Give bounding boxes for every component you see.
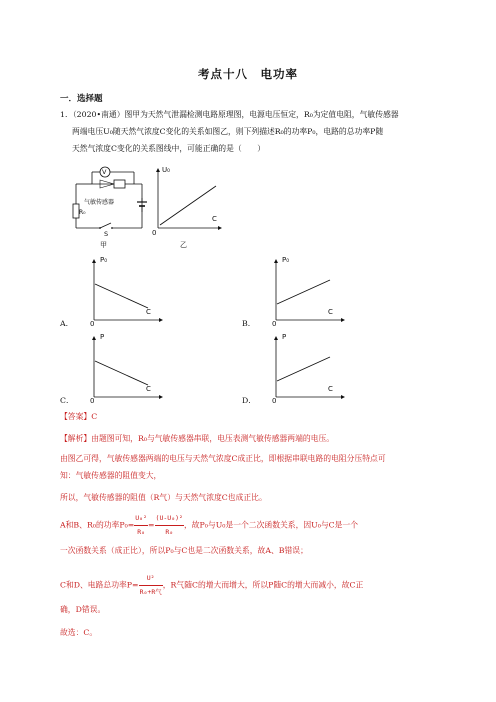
analysis-line-7: C和D、电路总功率P= $\frac{\text{U²}}{\text{R₀+R气}}$ ，R气随C的增大而增大，所以P随C的增大而减小，故C正 <box>60 572 444 599</box>
analysis-line-5: A和B、R₀的功率P₀= $\frac{\text{U₀²}}{\text{R₀}}$ = $\frac{\text{(U-U₀)²}}{\text{R₀}}$ ，故P₀与U₀是一个二次函数关系，因U₀与C是一个 <box>60 512 444 539</box>
answer-value: C <box>91 412 98 421</box>
analysis-line-8: 确，D错误。 <box>60 605 106 614</box>
option-b-ylabel: P₀ <box>282 256 290 264</box>
graph-yi-origin: 0 <box>152 229 157 237</box>
page-title: 考点十八 电功率 <box>198 67 298 81</box>
graph-yi <box>150 168 225 238</box>
option-b-graph <box>268 258 348 328</box>
switch-label: S <box>104 230 109 238</box>
question-number: 1． <box>60 110 73 119</box>
option-d-letter: D． <box>242 396 257 405</box>
option-b-origin: 0 <box>272 320 277 328</box>
gas-sensor <box>114 180 125 188</box>
question-line-1: 1．（2020•南通）图甲为天然气泄漏检测电路原理图，电源电压恒定，R₀为定值电阻，气敏传感器 <box>60 110 399 119</box>
analysis-line-2: 由图乙可得，气敏传感器两端的电压与天然气浓度C成正比，即根据串联电路的电阻分压特点可 <box>60 454 386 463</box>
fraction-u-minus-u0-squared: $\frac{\text{(U-U₀)²}}{\text{R₀}}$ <box>155 514 183 536</box>
option-a-xlabel: C <box>146 308 151 316</box>
option-a-origin: 0 <box>90 320 95 328</box>
option-d-curve <box>277 357 330 381</box>
switch-symbol <box>100 223 111 228</box>
option-d-ylabel: P <box>282 333 287 341</box>
option-c-graph <box>86 335 166 405</box>
fraction-u-squared-over-total-r: $\frac{\text{U²}}{\text{R₀+R气}}$ <box>139 574 162 596</box>
question-line-3: 天然气浓度C变化的关系图线中，可能正确的是（ ） <box>72 144 266 153</box>
graph-yi-xlabel: C <box>212 215 217 223</box>
option-b-xlabel: C <box>328 308 333 316</box>
option-c-xlabel: C <box>146 385 151 393</box>
option-d-graph <box>268 335 348 405</box>
option-c-curve <box>95 361 148 385</box>
analysis-line-9: 故选：C。 <box>60 628 98 637</box>
option-a-letter: A． <box>60 319 74 328</box>
resistor-label: R₀ <box>79 209 86 216</box>
option-d-origin: 0 <box>272 397 277 405</box>
option-b-letter: B． <box>242 319 256 328</box>
figure-caption-jia: 甲 <box>100 241 107 249</box>
voltmeter-label: V <box>102 168 107 176</box>
option-c-ylabel: P <box>100 333 105 341</box>
option-c-letter: C． <box>60 396 74 405</box>
answer-line: 【答案】C <box>60 412 98 421</box>
option-a-graph <box>86 258 166 328</box>
option-b-curve <box>277 280 330 304</box>
sensor-label: 气敏传感器 <box>84 199 115 206</box>
option-a-ylabel: P₀ <box>100 256 108 264</box>
option-c-origin: 0 <box>90 397 95 405</box>
option-a-curve <box>95 284 148 308</box>
analysis-line-3: 知：气敏传感器的阻值变大， <box>60 471 162 480</box>
graph-yi-ylabel: U₀ <box>162 166 170 174</box>
analysis-line-6: 一次函数关系（成正比），所以P₀与C也是二次函数关系，故A、B错误； <box>60 546 308 555</box>
question-line-2: 两端电压U₀随天然气浓度C变化的关系如图乙，则下列描述R₀的功率P₀，电路的总功率P随 <box>72 127 384 136</box>
section-heading: 一．选择题 <box>60 94 103 104</box>
option-d-xlabel: C <box>328 385 333 393</box>
circuit-diagram <box>70 162 160 252</box>
figure-caption-yi: 乙 <box>180 241 187 249</box>
fraction-u0-squared-over-r0: $\frac{\text{U₀²}}{\text{R₀}}$ <box>135 514 147 536</box>
analysis-line-4: 所以，气敏传感器的阻值（R气）与天然气浓度C也成正比。 <box>60 493 267 502</box>
analysis-line-1: 【解析】由题图可知，R₀与气敏传感器串联，电压表测气敏传感器两端的电压。 <box>60 434 335 443</box>
graph-yi-line <box>160 186 216 225</box>
